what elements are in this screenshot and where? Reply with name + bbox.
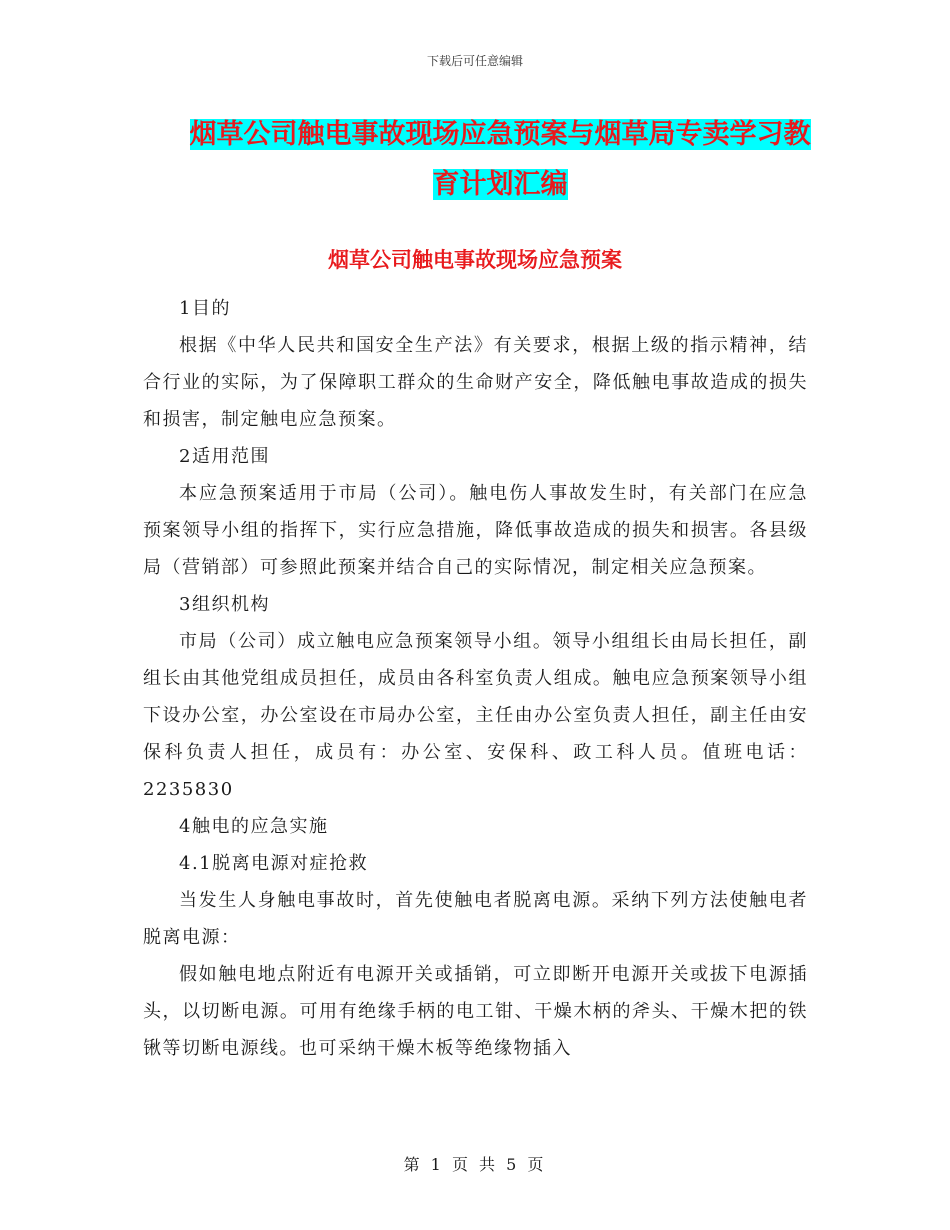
paragraph-heading-implementation: 4触电的应急实施 xyxy=(179,816,329,837)
paragraph-subheading: 4.1脱离电源对症抢救 xyxy=(179,853,369,874)
document-body xyxy=(143,290,808,1067)
paragraph: 本应急预案适用于市局（公司）。触电伤人事故发生时，有关部门在应急预案领导小组的指挥下，实行应急措施，降低事故造成的损失和损害。各县级局（营销部）可参照此预案并结合自己的实际情况，制定相关应急预案。 xyxy=(143,483,808,578)
paragraph: 市局（公司）成立触电应急预案领导小组。领导小组组长由局长担任，副组长由其他党组成员担任，成员由各科室负责人组成。触电应急预案领导小组下设办公室，办公室设在市局办公室，主任由办公室负责人担任，副主任由安保科负责人担任，成员有：办公室、安保科、政工科人员。值班电话：2235830 xyxy=(143,631,808,800)
header-note: 下载后可任意编辑 xyxy=(426,54,523,68)
page-footer: 第 1 页 共 5 页 xyxy=(403,1155,547,1174)
paragraph: 当发生人身触电事故时，首先使触电者脱离电源。采纳下列方法使触电者脱离电源： xyxy=(143,890,808,948)
paragraph-heading-organization: 3组织机构 xyxy=(179,594,270,615)
paragraph-heading-purpose: 1目的 xyxy=(179,298,231,319)
document-title-line-1: 烟草公司触电事故现场应急预案与烟草局专卖学习教 xyxy=(189,119,811,150)
paragraph-heading-scope: 2适用范围 xyxy=(179,446,270,467)
document-title-line-2: 育计划汇编 xyxy=(432,169,568,200)
document-title xyxy=(140,110,860,210)
paragraph: 假如触电地点附近有电源开关或插销，可立即断开电源开关或拔下电源插头，以切断电源。可用有绝缘手柄的电工钳、干燥木柄的斧头、干燥木把的铁锹等切断电源线。也可采纳干燥木板等绝缘物插入 xyxy=(143,964,808,1059)
paragraph: 根据《中华人民共和国安全生产法》有关要求，根据上级的指示精神，结合行业的实际，为了保障职工群众的生命财产安全，降低触电事故造成的损失和损害，制定触电应急预案。 xyxy=(143,335,808,430)
section-title: 烟草公司触电事故现场应急预案 xyxy=(328,248,622,272)
